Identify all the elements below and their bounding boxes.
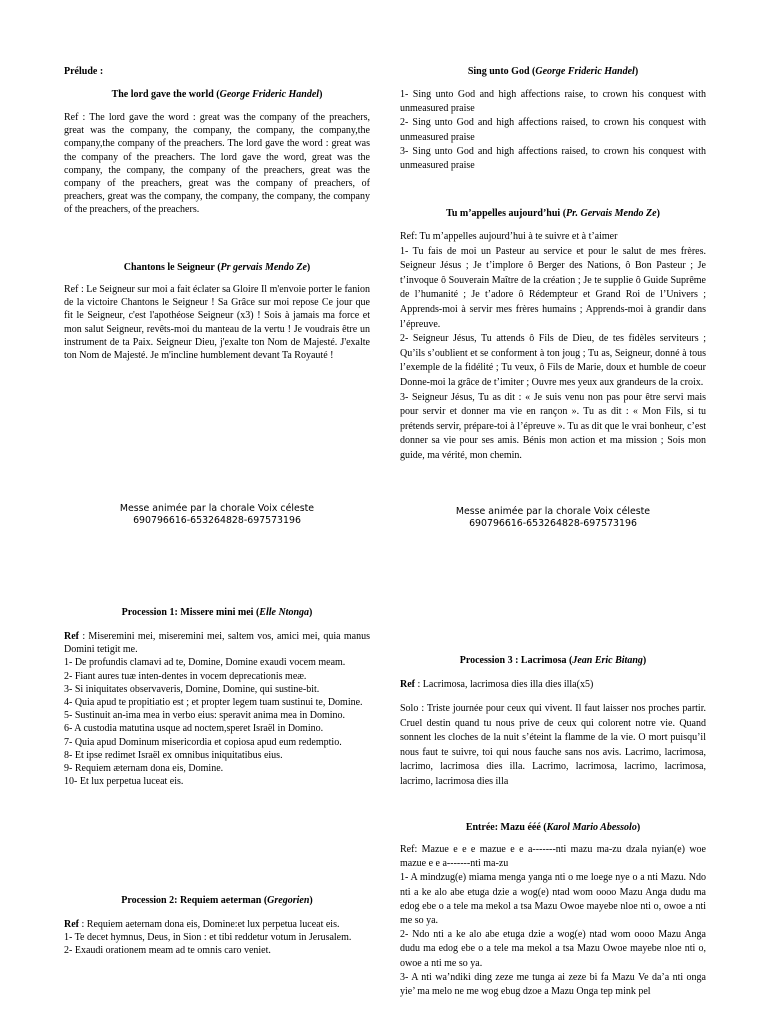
footer-credit: Messe animée par la chorale Voix céleste 690796616-653264828-697573196 — [119, 503, 315, 526]
song-title: The lord gave the world (George Frideric Handel) — [111, 89, 323, 100]
song-title: Entrée: Mazu ééé (Karol Mario Abessolo) — [465, 822, 641, 833]
song-title: Tu m’appelles aujourd’hui (Pr. Gervais Mendo Ze) — [446, 208, 660, 219]
song-text: Ref: Mazue e e e mazue e e a-------nti mazu ma-zu dzala nyian(e) woe mazue e e a-------nti ma-zu 1- A mindzug(e) miama menga yanga nti o me loege nye o a nti Mazu. Ndo nti a ke alo abe etuga dzie a wog(e) ntad wom oooo Mazu Anga dudu ma edog ebe o a tele ma mekol a tsa Mazu Owoe mayebe nloe nti o, owoe a nti me so ya. 2- Ndo nti a ke alo abe etuga dzie a wog(e) ntad wom oooo Mazu Anga dudu ma edog ebe o a tele ma mekol a tsa Mazu Owoe mayebe nloe nti o, owoe a nti me so ya. 3- A nti wa’ndiki ding zeze me tunga ai zeze bi fa Mazu Ve da’a nti onga yie’ ma melo ne me wog ebug dzoe a Mazu Onga tep mink pel — [400, 844, 706, 998]
song-title: Sing unto God (George Frideric Handel) — [467, 66, 639, 77]
footer-credit: Messe animée par la chorale Voix céleste 690796616-653264828-697573196 — [455, 506, 651, 529]
song-title: Procession 2: Requiem aeterman (Gregorien) — [121, 895, 313, 906]
song-text: Ref: Tu m’appelles aujourd’hui à te suivre et à t’aimer 1- Tu fais de moi un Pasteur au service et pour le salut de mes frères. Seigneur Jésus ; Je t’implore ô Berger des Nations, ô Bon Pasteur ; Je t’invoque ô Souverain Maître de la création ; Je te supplie ô Guide Suprême de l’humanité ; Je t’adore ô Rédempteur et Grand Roi de l’Univers ; Apprends-moi à servir mes frères humains ; Apprends-moi à grandir dans l’épreuve. 2- Seigneur Jésus, Tu attends ô Fils de Dieu, de tes fidèles serviteurs ; Qu’ils s’oublient et se conforment à ton joug ; Tu as, Seigneur, donné à tous l’exemple de la fidélité ; Tu veux, ô Fils de Marie, doux et humble de coeur Donne-moi la grâce de t’imiter ; Ouvre mes yeux aux grandeurs de la croix. 3- Seigneur Jésus, Tu as dit : « Je suis venu non pas pour être servi mais pour servir et donner ma vie en rançon ». Tu as dit : « Mon Fils, si tu prétends servir, prépare-toi à l’épreuve ». Tu as dit que le vrai bonheur, c’est donner sa vie pour ses amis. Bénis mon action et ma mission ; Sois mon guide, ma vérité, mon chemin. — [400, 231, 706, 461]
song-text: Ref : Miseremini mei, miseremini mei, saltem vos, amici mei, quia manus Domini tetigit me. 1- De profundis clamavi ad te, Domine, Domine exaudi vocem meam. 2- Fiant aures tuæ inten-dentes in vocem deprecationis meæ. 3- Si iniquitates observaveris, Domine, Domine, qui sustine-bit. 4- Quia apud te propitiatio est ; et propter legem tuam sustinui te, Domine. 5- Sustinuit an-ima mea in verbo eius: speravit anima mea in Domino. 6- A custodia matutina usque ad noctem,speret Israël in Domino. 7- Quia apud Dominum misericordia et copiosa apud eum redemptio. 8- Et ipse redimet Israël ex omnibus iniquitatibus eius. 9- Requiem æternam dona eis, Domine. 10- Et lux perpetua luceat eis. — [64, 631, 370, 788]
song-text: Ref : The lord gave the word : great was the company of the preachers, great was the company, the company, the company, the company,the company,the company of the preachers. The lord gave the word : great was the company of the preachers. The lord gave the word, great was the company, the company, the company of the preachers, great was the company of the preachers, great was the company of preachers, of preachers, great was the company, the company, the company, the company of the preachers, of the preachers. — [64, 112, 370, 216]
song-text: 1- Sing unto God and high affections raise, to crown his conquest with unmeasured praise 2- Sing unto God and high affections raised, to crown his conquest with unmeasured praise 3- Sing unto God and high affections raised, to crown his conquest with unmeasured praise — [400, 89, 706, 172]
song-title: Procession 3 : Lacrimosa (Jean Eric Bitang) — [459, 655, 647, 666]
prelude-label: Prélude : — [64, 66, 104, 77]
song-text: Solo : Triste journée pour ceux qui vivent. Il faut laisser nos proches partir. Cruel destin quand tu nous prive de ceux qui colorent notre vie. Quand sonnent les cloches de la nuit s’éteint la flamme de la vie. O mort puisqu’il nous faut te suivre, toi qui nous fauche sans nos avis. Lacrimo, lacrimosa, lacrimo, lacrimosa dies illa. Lacrimo, lacrimosa, lacrimo, lacrimosa, lacrimo, lacrimosa dies illa — [400, 703, 706, 787]
song-text: Ref : Lacrimosa, lacrimosa dies illa dies illa(x5) — [400, 679, 594, 690]
song-title: Chantons le Seigneur (Pr gervais Mendo Ze) — [123, 262, 311, 273]
song-text: Ref : Le Seigneur sur moi a fait éclater sa Gloire Il m'envoie porter le fanion de la victoire Chantons le Seigneur ! Sa Grâce sur moi repose Ce jour que fit le Seigneur, c'est l'apothéose Seigneur (x3) ! Sois à jamais ma force et mon salut Seigneur, revêts-moi du manteau de la vertu ! Je voudrais être un instrument de ta Paix. Seigneur Dieu, j'exalte ton Nom de Majesté. J'exalte ton Nom de Majesté. Je m'incline humblement devant Ta Royauté ! — [64, 284, 370, 362]
song-text: Ref : Requiem aeternam dona eis, Domine:et lux perpetua luceat eis. 1- Te decet hymnus, Deus, in Sion : et tibi reddetur votum in Jerusalem. 2- Exaudi orationem meam ad te omnis caro veniet. — [64, 919, 352, 957]
song-title: Procession 1: Missere mini mei (Elle Ntonga) — [121, 607, 313, 618]
